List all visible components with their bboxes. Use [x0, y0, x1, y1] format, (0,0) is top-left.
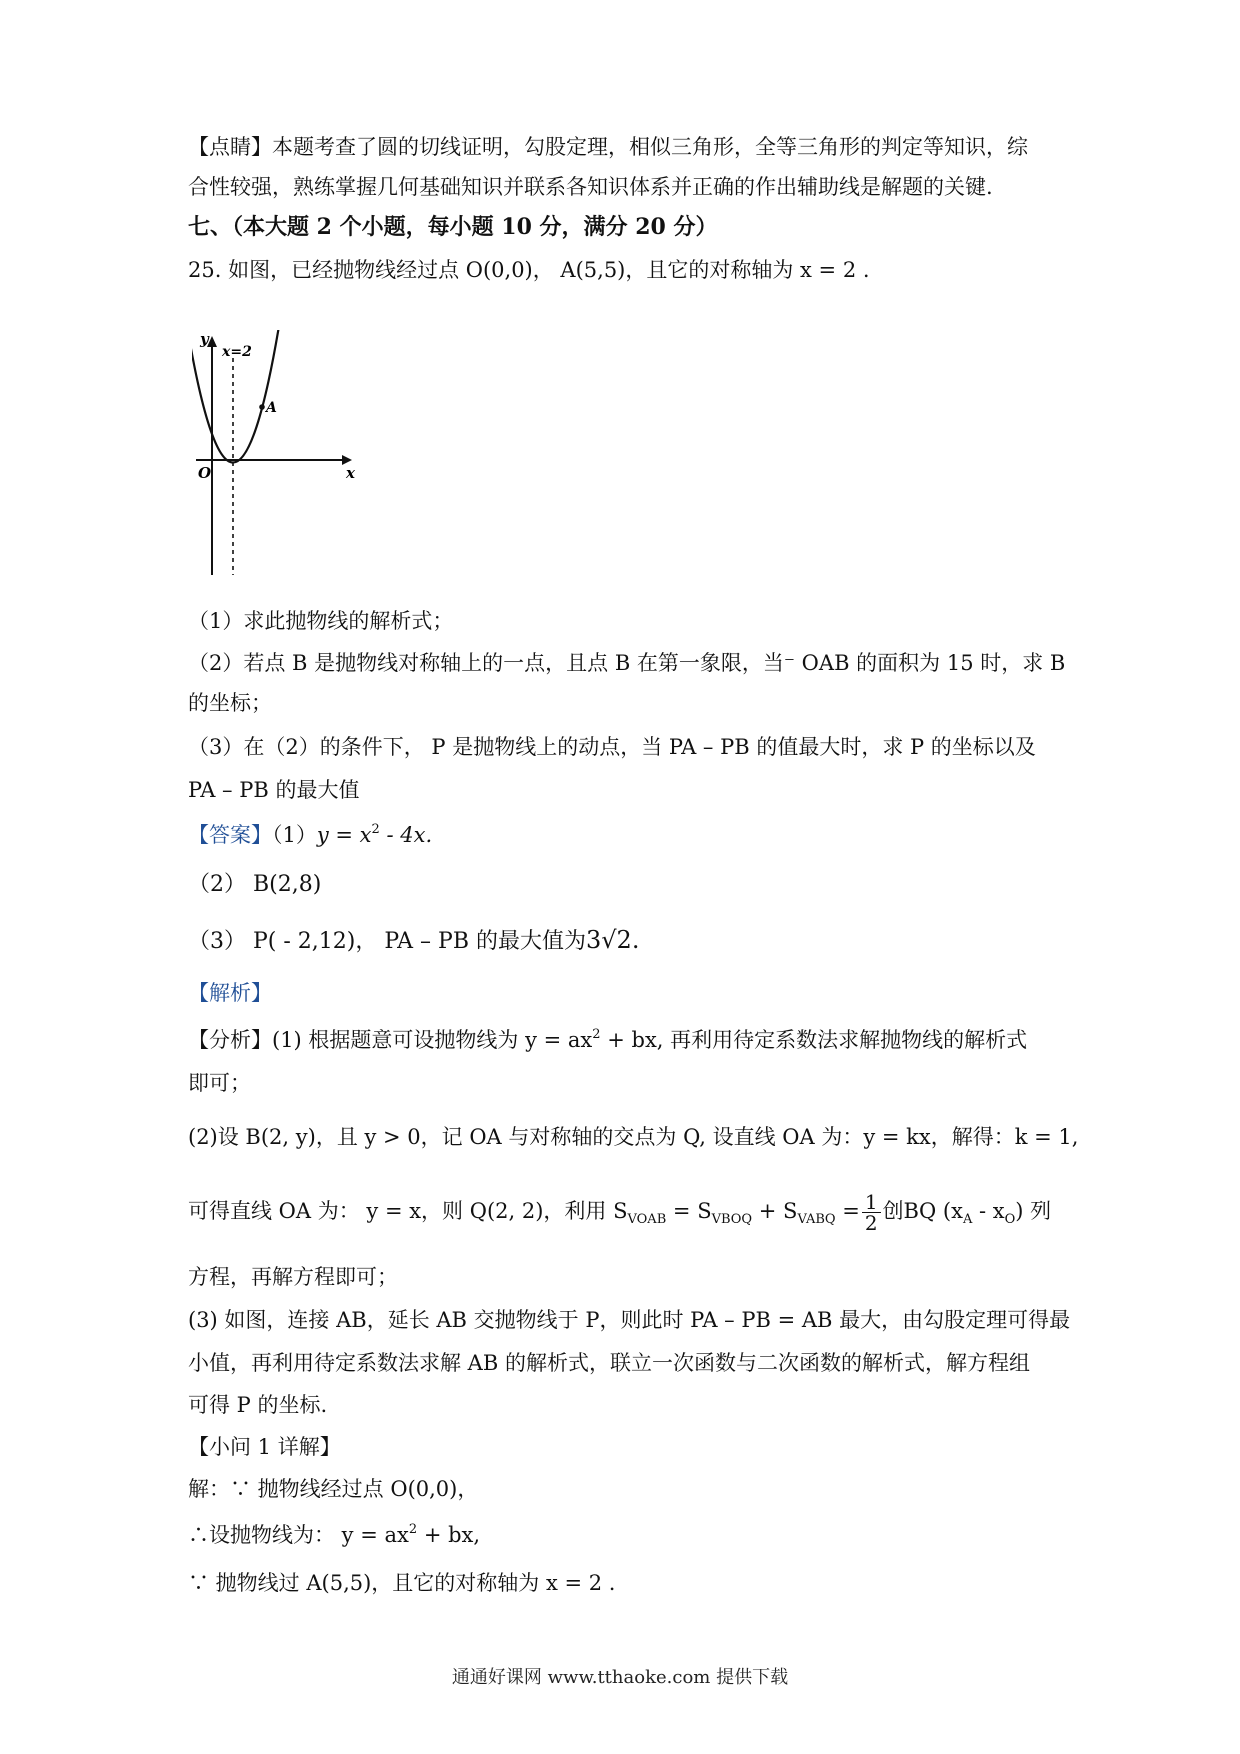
answer-1-tail: - 4x. — [379, 823, 433, 847]
detail-2-exp: 2 — [408, 1522, 418, 1537]
analysis-part-3-c: 可得 P 的坐标. — [188, 1393, 328, 1417]
detail-2-text: ∴设抛物线为： y = ax — [188, 1523, 409, 1547]
fraction-denominator: 2 — [864, 1211, 878, 1235]
p2b-mid3: - x — [972, 1199, 1005, 1223]
fenxi-a-text: 【分析】(1) 根据题意可设抛物线为 y = ax — [188, 1028, 593, 1052]
p2b-mid2: + S — [752, 1199, 798, 1223]
question-part-1: （1）求此抛物线的解析式； — [188, 609, 454, 633]
question-part-3-b: PA – PB 的最大值 — [188, 778, 360, 802]
p2b-end: ) 列 — [1015, 1199, 1052, 1223]
analysis-fenxi-b: 即可； — [188, 1071, 251, 1095]
analysis-part-2-c: 方程，再解方程即可； — [188, 1265, 398, 1289]
analysis-part-3-a: (3) 如图，连接 AB，延长 AB 交抛物线于 P，则此时 PA – PB = AB 最大，由勾股定理可得最 — [188, 1308, 1071, 1332]
p2b-sub1: VOAB — [627, 1212, 667, 1227]
label-x: x — [346, 464, 355, 482]
section-heading: 七、（本大题 2 个小题，每小题 10 分，满分 20 分） — [188, 214, 718, 240]
p2b-post: 创BQ (x — [882, 1199, 963, 1223]
fenxi-a-tail: + bx, 再利用待定系数法求解抛物线的解析式 — [600, 1028, 1028, 1052]
analysis-tag: 【解析】 — [188, 981, 272, 1005]
label-y: y — [200, 330, 209, 348]
analysis-part-3-b: 小值，再利用待定系数法求解 AB 的解析式，联立一次函数与二次函数的解析式，解方程组 — [188, 1351, 1030, 1375]
question-part-3-a: （3）在（2）的条件下， P 是抛物线上的动点，当 PA – PB 的值最大时，求 P 的坐标以及 — [188, 735, 1036, 759]
fraction-one-half — [862, 1192, 881, 1233]
answer-line-3 — [188, 925, 1068, 957]
dianjing-line-2: 合性较强，熟练掌握几何基础知识并联系各知识体系并正确的作出辅助线是解题的关键. — [188, 175, 993, 199]
p2b-mid1: = S — [666, 1199, 712, 1223]
answer-tag: 【答案】 — [188, 823, 272, 847]
answer-1-eq: y = x — [316, 823, 372, 847]
p2b-sub2: VBOQ — [711, 1212, 753, 1227]
answer-line-1 — [188, 820, 1068, 850]
answer-3-value: 3√2. — [585, 926, 640, 954]
p2b-sub3: VABQ — [797, 1212, 836, 1227]
answer-1-exp: 2 — [371, 822, 380, 837]
detail-2-tail: + bx, — [417, 1523, 481, 1547]
detail-line-3: ∵ 抛物线过 A(5,5)，且它的对称轴为 x = 2 . — [188, 1571, 616, 1595]
question-part-2-a: （2）若点 B 是抛物线对称轴上的一点，且点 B 在第一象限，当⁻ OAB 的面积为 15 时，求 B — [188, 651, 1066, 675]
analysis-part-2-a: (2)设 B(2, y)，且 y > 0，记 OA 与对称轴的交点为 Q, 设直线 OA 为：y = kx，解得：k = 1, — [188, 1125, 1079, 1149]
parabola-figure — [192, 330, 364, 578]
fenxi-a-exp: 2 — [592, 1027, 601, 1042]
label-axis: x=2 — [222, 344, 252, 360]
answer-1-prefix: （1） — [272, 823, 317, 847]
p2b-eq: = — [835, 1199, 860, 1223]
detail-line-1: 解：∵ 抛物线经过点 O(0,0)， — [188, 1477, 479, 1501]
dianjing-line-1: 【点睛】本题考查了圆的切线证明，勾股定理，相似三角形，全等三角形的判定等知识，综 — [188, 135, 1028, 159]
answer-3-prefix: （3） P( - 2,12)， PA – PB 的最大值为 — [188, 929, 586, 954]
analysis-fenxi-a — [188, 1025, 1068, 1055]
p2b-sub4: A — [962, 1212, 973, 1227]
detail-heading: 【小问 1 详解】 — [188, 1435, 341, 1459]
question-part-2-b: 的坐标； — [188, 691, 272, 715]
p2b-sub5: O — [1004, 1212, 1016, 1227]
fraction-numerator: 1 — [862, 1192, 881, 1213]
label-point-a: A — [266, 400, 277, 416]
question-stem: 25. 如图，已经抛物线经过点 O(0,0)， A(5,5)，且它的对称轴为 x = 2 . — [188, 258, 870, 282]
answer-line-2: （2） B(2,8) — [188, 872, 322, 897]
analysis-part-2-b — [188, 1192, 1068, 1233]
p2b-pre: 可得直线 OA 为： y = x，则 Q(2, 2)，利用 S — [188, 1199, 628, 1223]
page-footer: 通通好课网 www.tthaoke.com 提供下载 — [451, 1667, 789, 1688]
label-origin: O — [198, 464, 212, 482]
detail-line-2 — [188, 1520, 1068, 1550]
